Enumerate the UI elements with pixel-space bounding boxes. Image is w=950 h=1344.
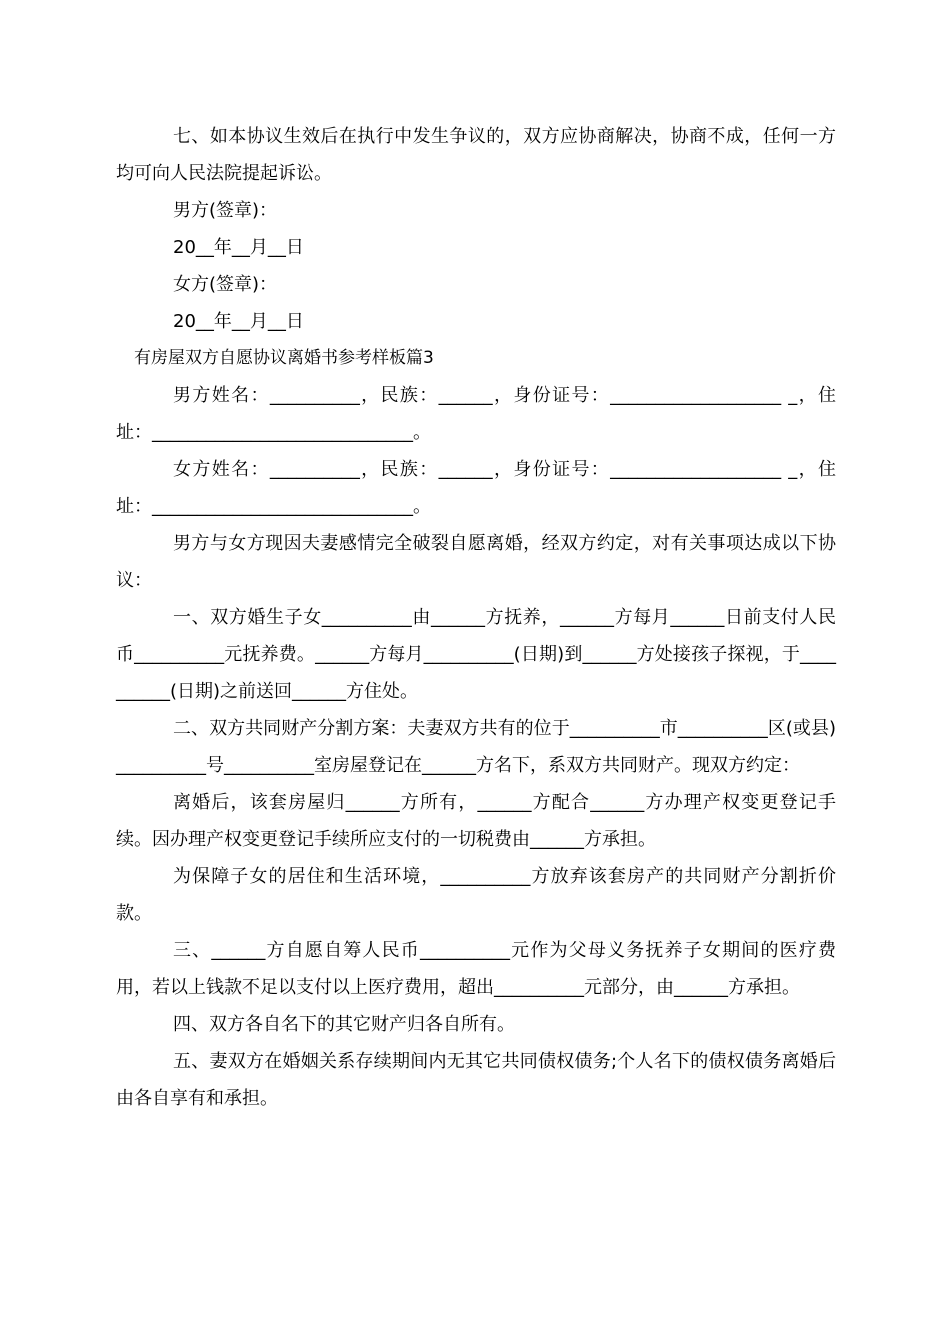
clause-five-debts: 五、妻双方在婚姻关系存续期间内无其它共同债权债务;个人名下的债权债务离婚后由各自享有和承担。 bbox=[116, 1051, 836, 1109]
clause-three-medical: 三、______方自愿自筹人民币__________元作为父母义务抚养子女期间的医疗费用，若以上钱款不足以支付以上医疗费用，超出__________元部分，由______方承担。 bbox=[116, 940, 836, 998]
male-signature-date: 20__年__月__日 bbox=[173, 237, 304, 258]
clause-four-other-property: 四、双方各自名下的其它财产归各自所有。 bbox=[173, 1014, 515, 1035]
document-body bbox=[116, 118, 836, 1117]
male-info: 男方姓名：__________，民族：______，身份证号：___________________ _，住址：_____________________________。 bbox=[116, 385, 836, 443]
male-signature-line: 男方(签章)： bbox=[173, 200, 278, 221]
female-info: 女方姓名：__________，民族：______，身份证号：___________________ _，住址：_____________________________。 bbox=[116, 459, 836, 517]
female-signature-date: 20__年__月__日 bbox=[173, 311, 304, 332]
property-waiver: 为保障子女的居住和生活环境，__________方放弃该套房产的共同财产分割折价款。 bbox=[116, 866, 836, 924]
clause-two-property: 二、双方共同财产分割方案：夫妻双方共有的位于__________市__________区(或县)__________号__________室房屋登记在______方名下，系双方共同财产。现双方约定： bbox=[116, 718, 836, 776]
clause-seven: 七、如本协议生效后在执行中发生争议的，双方应协商解决，协商不成，任何一方均可向人民法院提起诉讼。 bbox=[116, 126, 836, 184]
clause-one-children: 一、双方婚生子女__________由______方抚养，______方每月______日前支付人民币__________元抚养费。______方每月__________(日期)到______方处接孩子探视，于__________(日期)之前送回______方住处。 bbox=[116, 607, 836, 702]
female-signature-line: 女方(签章)： bbox=[173, 274, 278, 295]
agreement-intro: 男方与女方现因夫妻感情完全破裂自愿离婚，经双方约定，对有关事项达成以下协议： bbox=[116, 533, 836, 591]
section-title: 有房屋双方自愿协议离婚书参考样板篇3 bbox=[134, 348, 434, 368]
property-ownership: 离婚后，该套房屋归______方所有，______方配合______方办理产权变更登记手续。因办理产权变更登记手续所应支付的一切税费由______方承担。 bbox=[116, 792, 836, 850]
